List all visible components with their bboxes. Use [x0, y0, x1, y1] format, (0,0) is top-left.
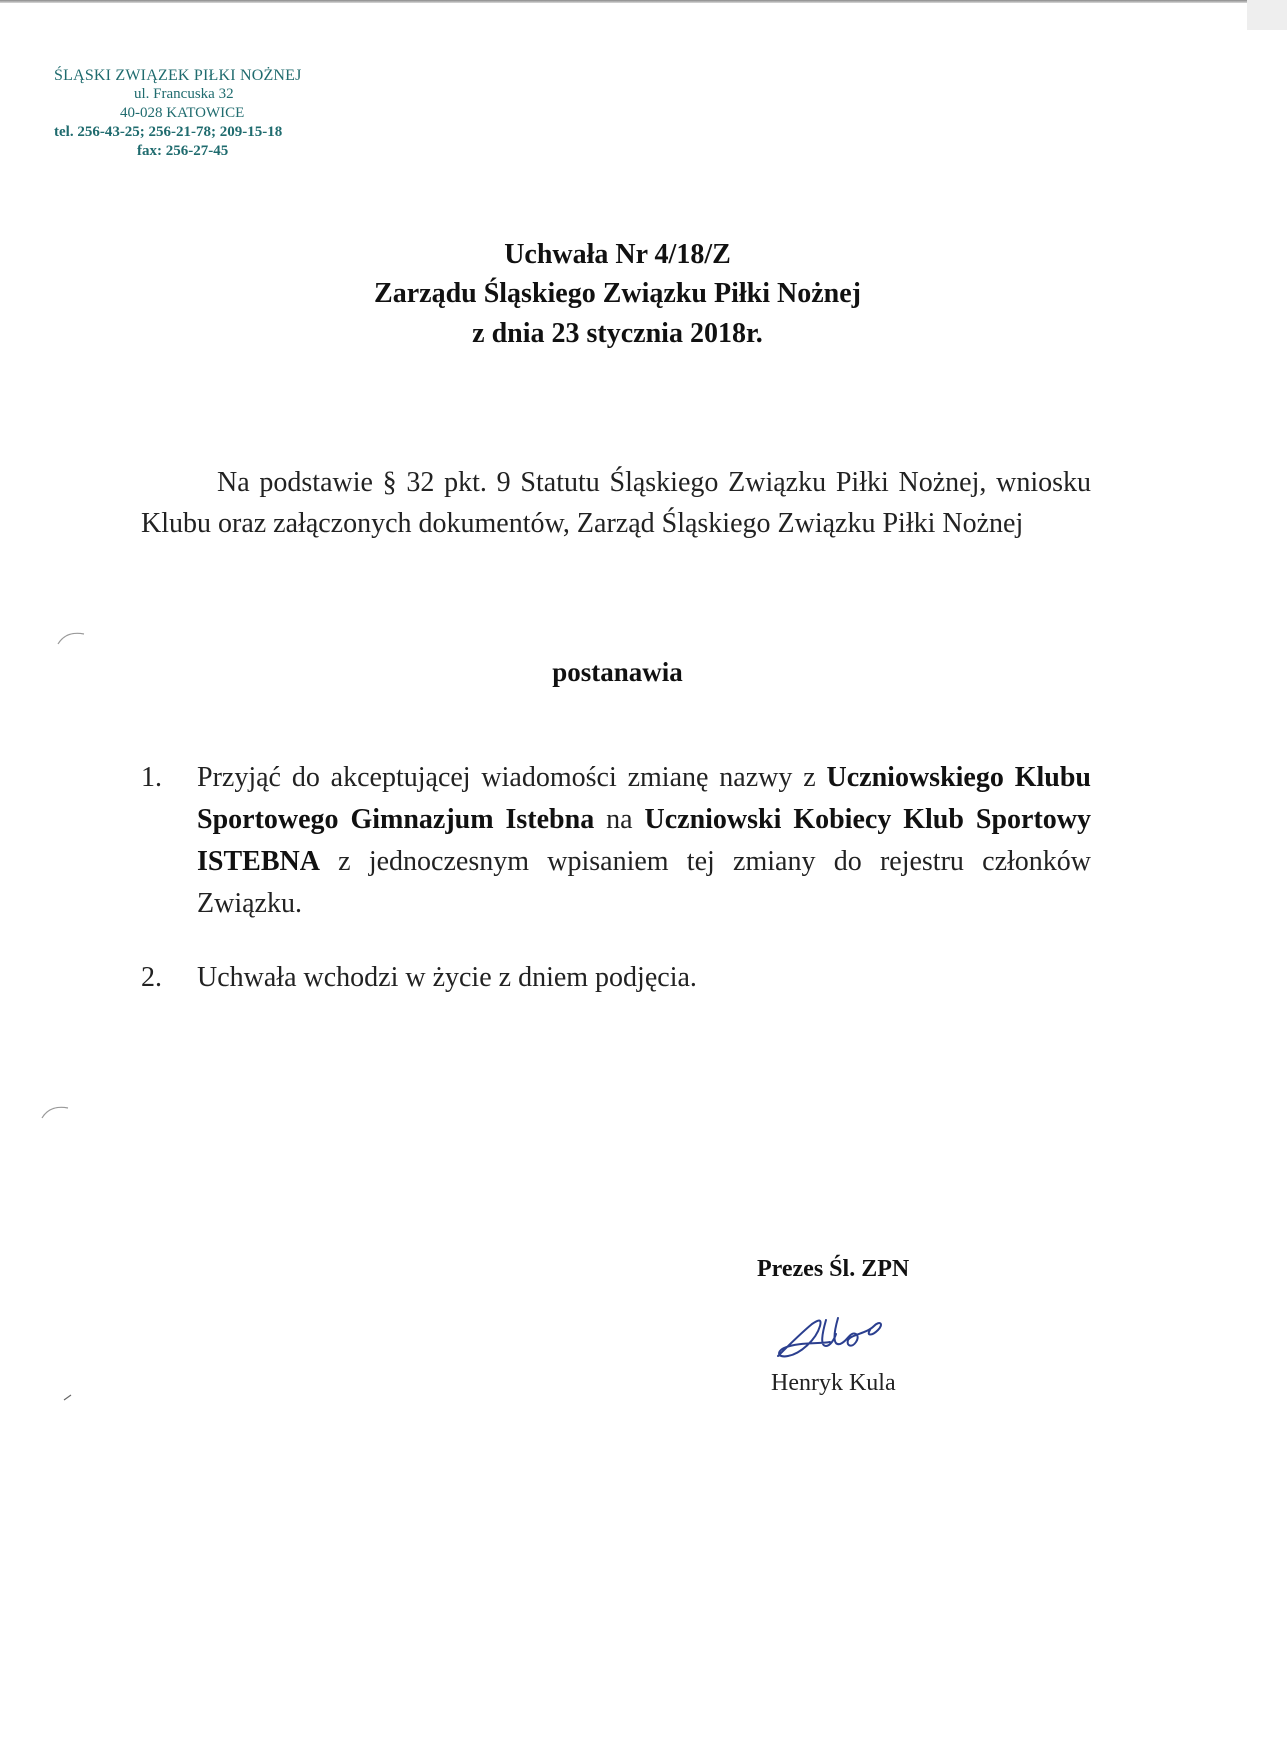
stamp-phone: tel. 256-43-25; 256-21-78; 209-15-18 [54, 124, 283, 140]
item-text: na [594, 804, 645, 835]
stamp-organization: ŚLĄSKI ZWIĄZEK PIŁKI NOŻNEJ [54, 67, 302, 84]
scan-speck [62, 1392, 74, 1402]
item-number: 1. [141, 762, 162, 793]
resolution-items [141, 757, 1091, 1031]
scan-edge-corner [1247, 0, 1287, 30]
signatory-name: Henryk Kula [771, 1370, 896, 1396]
hole-punch-mark [40, 1104, 70, 1120]
signatory-title: Prezes Śl. ZPN [757, 1256, 910, 1282]
handwritten-signature [770, 1306, 900, 1366]
stamp-street: ul. Francuska 32 [134, 86, 234, 102]
decision-word: postanawia [552, 657, 683, 687]
legal-basis-paragraph [141, 462, 1091, 544]
new-club-name: Uczniowski Kobiecy Klub Sportowy ISTEBNA [197, 804, 1091, 877]
resolution-date: z dnia 23 stycznia 2018r. [472, 318, 763, 349]
resolution-item [141, 957, 1091, 999]
scan-edge-top [0, 0, 1287, 3]
hole-punch-mark [56, 630, 86, 646]
item-text: Przyjąć do akceptującej wiadomości zmianę nazwy z [197, 762, 827, 793]
stamp-city: 40-028 KATOWICE [120, 105, 245, 121]
legal-basis-text: Na podstawie § 32 pkt. 9 Statutu Śląskiego Związku Piłki Nożnej, wniosku Klubu oraz załączonych dokumentów, Zarząd Śląskiego Związku Piłki Nożnej [141, 467, 1091, 539]
old-club-name: Uczniowskiego Klubu Sportowego Gimnazjum Istebna [197, 762, 1091, 835]
item-number: 2. [141, 962, 162, 993]
resolution-number: Uchwała Nr 4/18/Z [504, 239, 731, 270]
resolution-issuer: Zarządu Śląskiego Związku Piłki Nożnej [374, 278, 861, 309]
stamp-fax: fax: 256-27-45 [137, 143, 229, 159]
item-text: Uchwała wchodzi w życie z dniem podjęcia. [197, 962, 697, 993]
item-text: z jednoczesnym wpisaniem tej zmiany do rejestru członków Związku. [197, 846, 1091, 919]
address-stamp [54, 66, 354, 161]
resolution-item [141, 757, 1091, 925]
